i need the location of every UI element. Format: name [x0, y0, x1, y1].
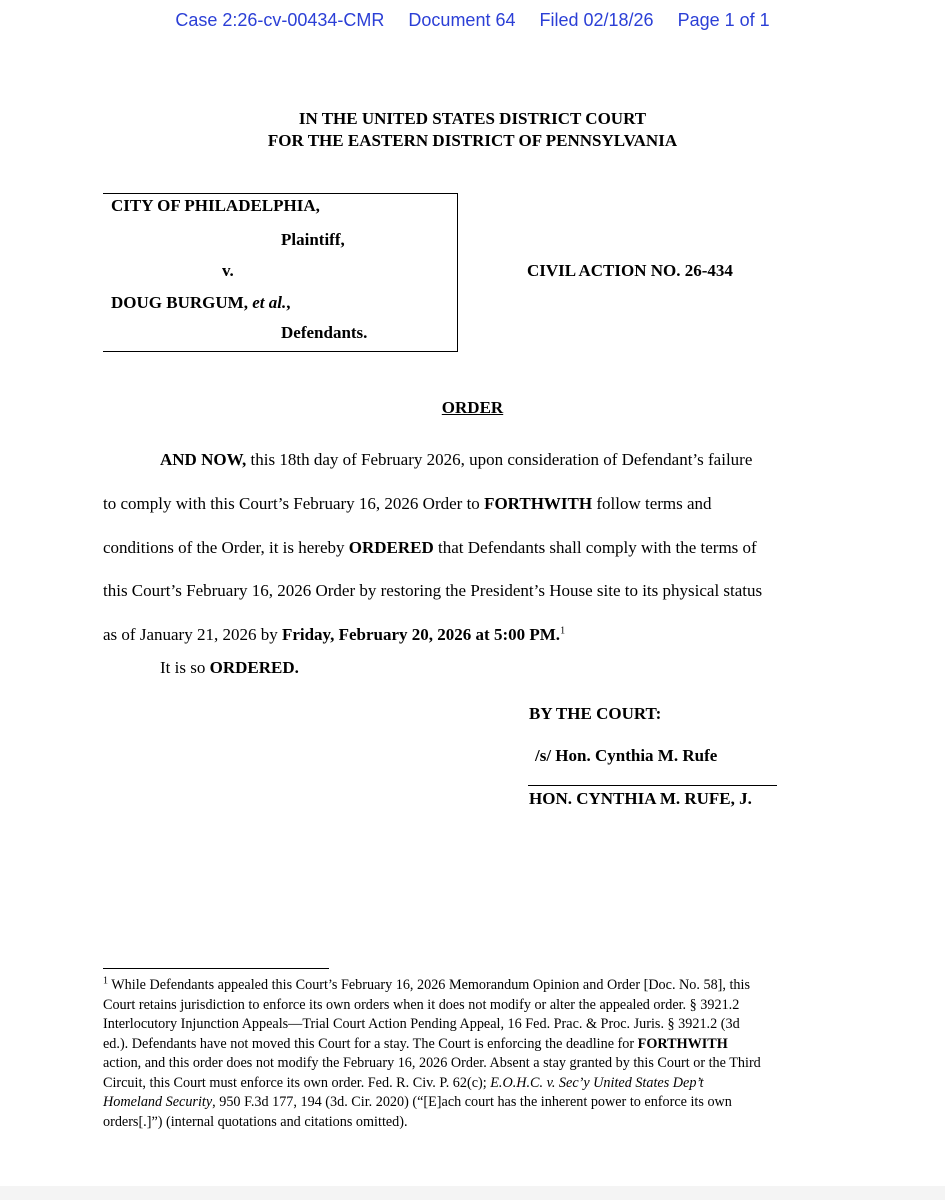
document-number: Document 64 — [408, 10, 516, 30]
order-paragraph — [103, 438, 845, 657]
electronic-signature: /s/ Hon. Cynthia M. Rufe — [535, 746, 718, 765]
page-count: Page 1 of 1 — [677, 10, 770, 30]
footnote-line-7: Homeland Security, 950 F.3d 177, 194 (3d. Cir. 2020) (“[E]ach court has the inherent power to enforce its own — [103, 1094, 732, 1110]
court-line-1: IN THE UNITED STATES DISTRICT COURT — [298, 109, 647, 128]
footnote-line-1: $^1$ While Defendants appealed this Court’s February 16, 2026 Memorandum Opinion and Order [Doc. No. 58], this — [103, 975, 750, 993]
footnote-line-8: orders[.]”) (internal quotations and citations omitted). — [103, 1113, 408, 1130]
ecf-header-stamp — [0, 10, 945, 31]
signature-line — [528, 785, 777, 786]
footnote-line-3: Interlocutory Injunction Appeals—Trial Court Action Pending Appeal, 16 Fed. Prac. & Proc. Juris. § 3921.2 (3d — [103, 1016, 740, 1032]
filed-date: Filed 02/18/26 — [539, 10, 654, 30]
defendant-name: DOUG BURGUM, et al., — [111, 293, 291, 312]
order-line-4: this Court’s February 16, 2026 Order by restoring the President’s House site to its physical status — [103, 581, 763, 601]
case-number: Case 2:26-cv-00434-CMR — [175, 10, 385, 30]
plaintiff-name: CITY OF PHILADELPHIA, — [111, 196, 320, 215]
defendant-role: Defendants. — [281, 323, 368, 342]
by-the-court: BY THE COURT: — [529, 704, 662, 723]
court-line-2: FOR THE EASTERN DISTRICT OF PENNSYLVANIA — [267, 131, 678, 150]
so-ordered: It is so ORDERED. — [160, 658, 299, 677]
civil-action-number: CIVIL ACTION NO. 26-434 — [527, 261, 733, 280]
order-line-2: to comply with this Court’s February 16, 2026 Order to FORTHWITH follow terms and — [103, 493, 712, 513]
footnote — [103, 976, 845, 1132]
plaintiff-role: Plaintiff, — [281, 230, 345, 249]
page-bottom-edge — [0, 1186, 945, 1200]
footnote-line-6: Circuit, this Court must enforce its own order. Fed. R. Civ. P. 62(c); E.O.H.C. v. Sec’y United States Dep’t — [103, 1074, 704, 1091]
court-heading — [0, 108, 945, 152]
footnote-marker: 1 — [103, 975, 108, 987]
footnote-line-5: action, and this order does not modify the February 16, 2026 Order. Absent a stay granted by this Court or the Third — [103, 1055, 761, 1071]
order-line-5: as of January 21, 2026 by Friday, February 20, 2026 at 5:00 PM.$^1$ — [103, 625, 566, 645]
order-line-3: conditions of the Order, it is hereby ORDERED that Defendants shall comply with the terms of — [103, 537, 757, 557]
footnote-reference[interactable]: 1 — [560, 625, 566, 637]
footnote-divider — [103, 968, 329, 969]
order-title: ORDER — [441, 398, 504, 417]
footnote-line-4: ed.). Defendants have not moved this Court for a stay. The Court is enforcing the deadline for FORTHWITH — [103, 1035, 728, 1052]
order-line-1: AND NOW, this 18th day of February 2026, upon consideration of Defendant’s failure — [160, 450, 753, 469]
versus: v. — [222, 261, 234, 280]
judge-name: HON. CYNTHIA M. RUFE, J. — [529, 789, 752, 808]
et-al: et al. — [252, 293, 287, 312]
footnote-line-2: Court retains jurisdiction to enforce its own orders when it does not modify or alter the appealed order. § 3921.2 — [103, 996, 740, 1013]
